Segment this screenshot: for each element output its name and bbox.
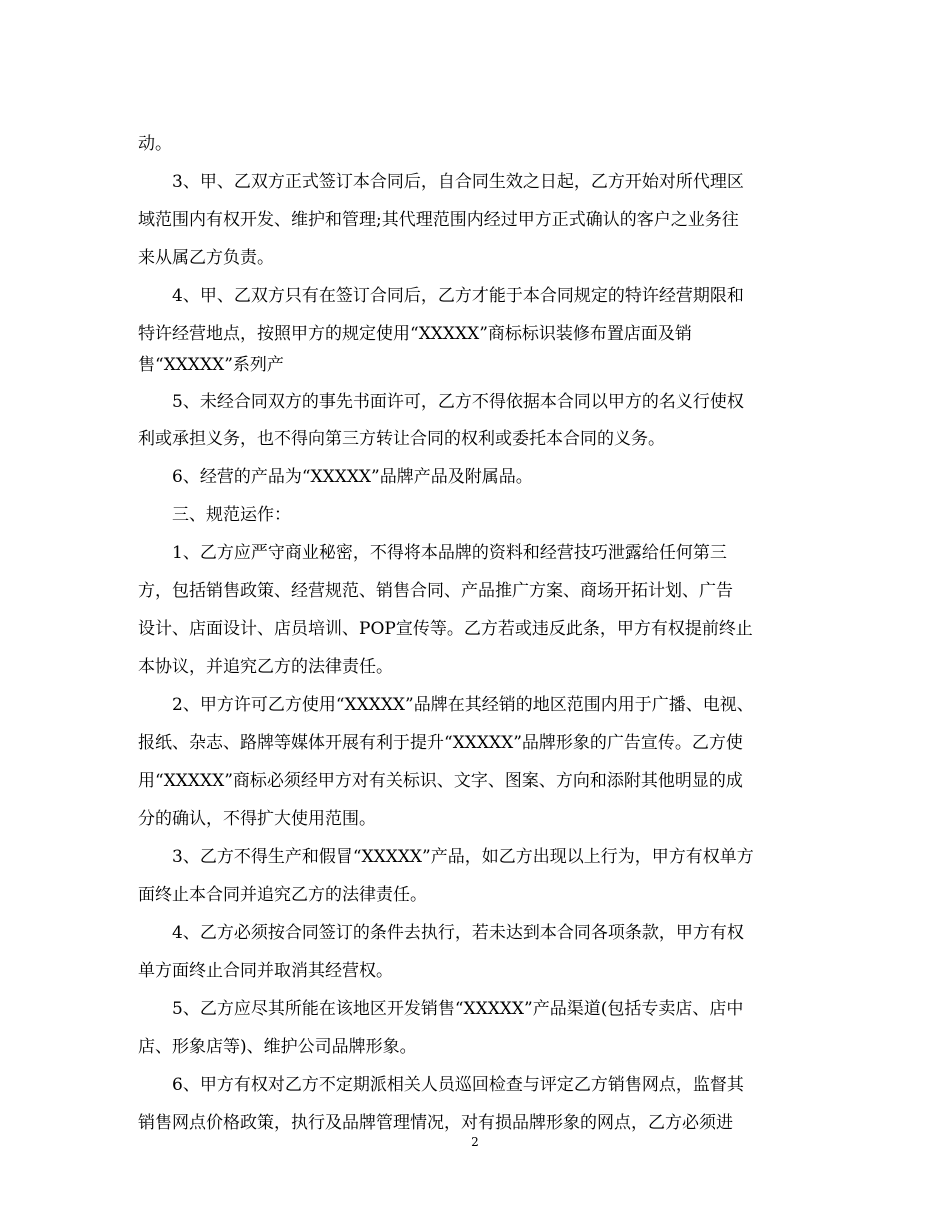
paragraph-line: 报纸、杂志、路牌等媒体开展有利于提升“XXXXX”品牌形象的广告宣传。乙方使 [138, 733, 743, 753]
paragraph-line: 3、甲、乙双方正式签订本合同后，自合同生效之日起，乙方开始对所代理区 [172, 172, 744, 192]
paragraph-line: 方，包括销售政策、经营规范、销售合同、产品推广方案、商场开拓计划、广告 [138, 581, 733, 601]
paragraph-line: 店、形象店等)、维护公司品牌形象。 [138, 1037, 417, 1057]
page-number: 2 [471, 1135, 479, 1149]
paragraph-line: 3、乙方不得生产和假冒“XXXXX”产品，如乙方出现以上行为，甲方有权单方 [172, 847, 754, 867]
paragraph-line: 4、甲、乙双方只有在签订合同后，乙方才能于本合同规定的特许经营期限和 [172, 286, 744, 306]
section-heading: 三、规范运作： [172, 505, 291, 525]
paragraph-line: 5、未经合同双方的事先书面许可，乙方不得依据本合同以甲方的名义行使权 [172, 392, 744, 412]
paragraph-line: 6、甲方有权对乙方不定期派相关人员巡回检查与评定乙方销售网点，监督其 [172, 1075, 744, 1095]
paragraph-line: 5、乙方应尽其所能在该地区开发销售“XXXXX”产品渠道(包括专卖店、店中 [172, 999, 744, 1019]
paragraph-line: 本协议，并追究乙方的法律责任。 [138, 657, 393, 677]
paragraph-line: 域范围内有权开发、维护和管理;其代理范围内经过甲方正式确认的客户之业务往 [138, 210, 739, 230]
paragraph-line: 设计、店面设计、店员培训、POP宣传等。乙方若或违反此条，甲方有权提前终止 [138, 619, 753, 639]
paragraph-line: 分的确认，不得扩大使用范围。 [138, 809, 376, 829]
paragraph-line: 来从属乙方负责。 [138, 248, 274, 268]
paragraph-line: 售“XXXXX”系列产 [138, 355, 284, 375]
paragraph-line: 动。 [138, 134, 172, 154]
paragraph-line: 销售网点价格政策，执行及品牌管理情况，对有损品牌形象的网点，乙方必须进 [138, 1113, 733, 1133]
paragraph-line: 单方面终止合同并取消其经营权。 [138, 961, 393, 981]
paragraph-line: 2、甲方许可乙方使用“XXXXX”品牌在其经销的地区范围内用于广播、电视、 [172, 695, 754, 715]
paragraph-line: 4、乙方必须按合同签订的条件去执行，若未达到本合同各项条款，甲方有权 [172, 923, 744, 943]
paragraph-line: 6、经营的产品为“XXXXX”品牌产品及附属品。 [172, 467, 533, 487]
paragraph-line: 特许经营地点，按照甲方的规定使用“XXXXX”商标标识装修布置店面及销 [138, 324, 692, 344]
paragraph-line: 利或承担义务，也不得向第三方转让合同的权利或委托本合同的义务。 [138, 429, 665, 449]
paragraph-line: 1、乙方应严守商业秘密，不得将本品牌的资料和经营技巧泄露给任何第三 [172, 543, 727, 563]
paragraph-line: 用“XXXXX”商标必须经甲方对有关标识、文字、图案、方向和添附其他明显的成 [138, 771, 743, 791]
paragraph-line: 面终止本合同并追究乙方的法律责任。 [138, 885, 427, 905]
